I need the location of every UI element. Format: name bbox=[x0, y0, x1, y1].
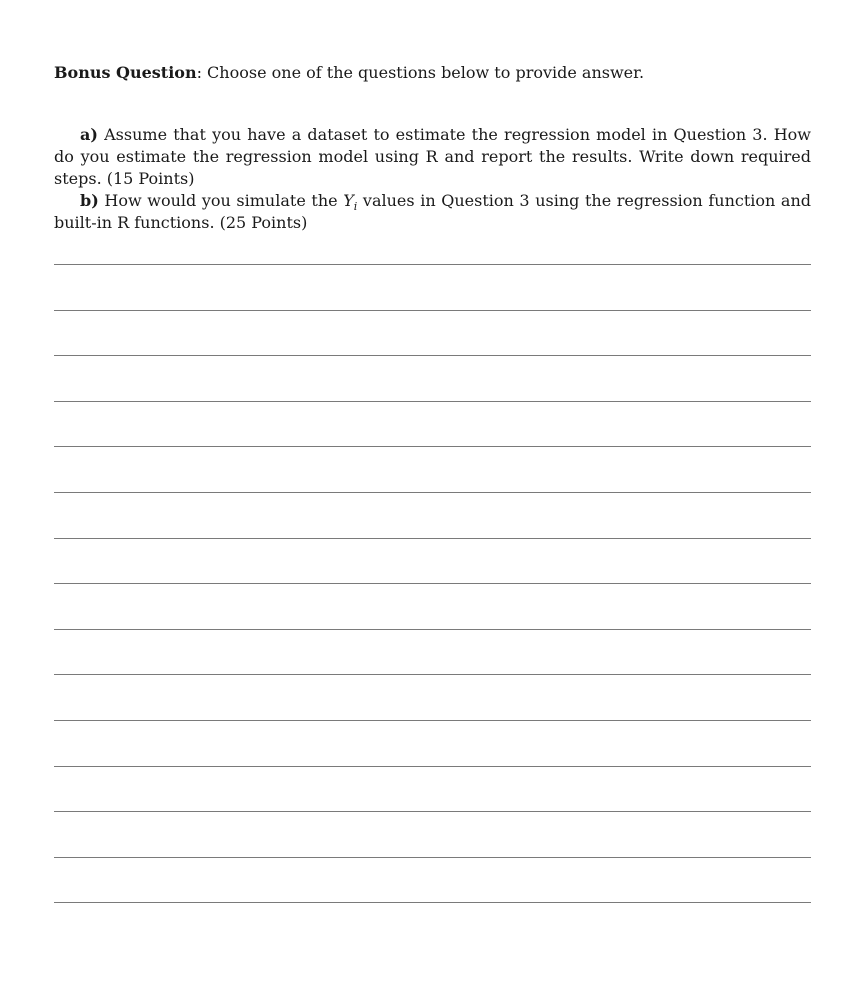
answer-line bbox=[54, 401, 811, 402]
bonus-question-label: Bonus Question bbox=[54, 63, 197, 82]
question-b-text-after: values in Question 3 using the regression function and built-in R functions. (25 Points) bbox=[54, 191, 812, 232]
answer-line bbox=[54, 492, 811, 493]
answer-line bbox=[54, 720, 811, 721]
answer-line bbox=[54, 811, 811, 812]
answer-line bbox=[54, 310, 811, 311]
question-b-label: b) bbox=[80, 191, 99, 210]
y-variable-main: Y bbox=[343, 191, 354, 210]
answer-line bbox=[54, 629, 811, 630]
answer-line bbox=[54, 264, 811, 265]
question-b-text-before: How would you simulate the bbox=[104, 191, 338, 210]
question-block bbox=[54, 124, 811, 234]
question-a bbox=[54, 124, 811, 190]
answer-line bbox=[54, 583, 811, 584]
question-a-text: Assume that you have a dataset to estimate the regression model in Question 3. How do you estimate the regression model using R and report the results. Write down required steps. (15 Points) bbox=[54, 125, 811, 188]
question-b bbox=[54, 190, 811, 234]
answer-lines[interactable] bbox=[54, 264, 811, 948]
answer-line bbox=[54, 355, 811, 356]
answer-line bbox=[54, 446, 811, 447]
bonus-question-heading bbox=[54, 62, 814, 84]
question-a-label: a) bbox=[80, 125, 98, 144]
answer-line bbox=[54, 674, 811, 675]
answer-line bbox=[54, 766, 811, 767]
answer-line bbox=[54, 857, 811, 858]
y-variable-subscript: i bbox=[353, 200, 358, 214]
bonus-question-instruction: : Choose one of the questions below to provide answer. bbox=[196, 63, 645, 82]
y-variable bbox=[343, 191, 358, 214]
answer-line bbox=[54, 538, 811, 539]
answer-line bbox=[54, 902, 811, 903]
